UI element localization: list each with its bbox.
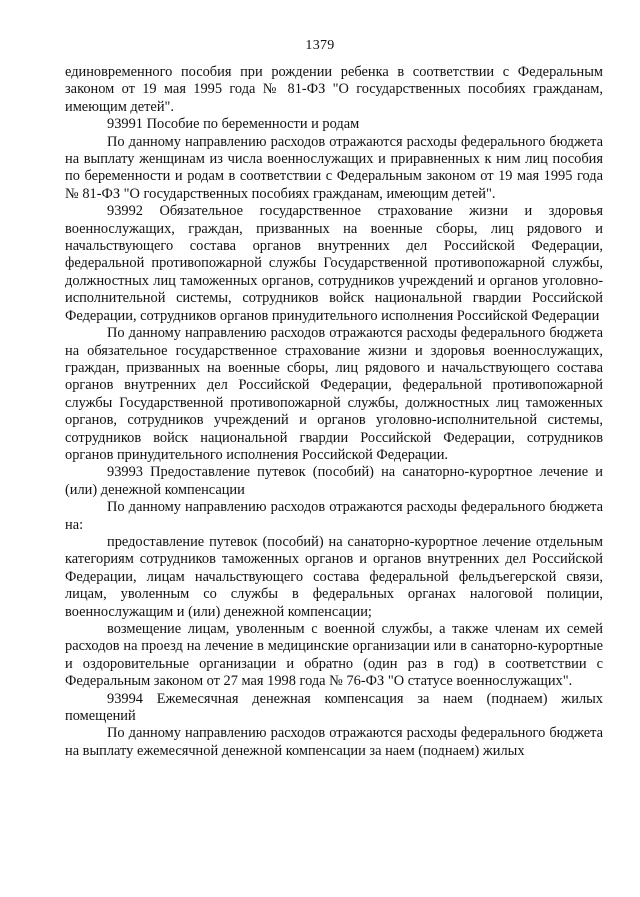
section-heading-93991: 93991 Пособие по беременности и родам (107, 116, 360, 133)
list-item-reimbursement: возмещение лицам, уволенным с военной службы, а также членам их семей расходов на проезд на лечение в медицинские организации или в санаторно-курортные и оздоровительные организации и обратно (один раз в год) в соответствии с Федеральным законом от 27 мая 1998 года № 76-ФЗ "О статусе военнослужащих". (65, 621, 603, 690)
paragraph-93993-intro: По данному направлению расходов отражаются расходы федерального бюджета на: (65, 499, 603, 533)
section-heading-93993: 93993 Предоставление путевок (пособий) на санаторно-курортное лечение и (или) денежной компенсации (65, 464, 603, 498)
paragraph-continuation: единовременного пособия при рождении ребенка в соответствии с Федеральным законом от 19 мая 1995 года № 81-ФЗ "О государственных пособиях гражданам, имеющим детей". (65, 64, 603, 115)
list-item-vouchers: предоставление путевок (пособий) на санаторно-курортное лечение отдельным категориям сотрудников таможенных органов и органов внутренних дел Российской Федерации, лицам начальствующего состава федеральной фельдъегерской связи, лицам, уволенным со службы в федеральных органах налоговой полиции, военнослужащим и (или) денежной компенсации; (65, 533, 603, 620)
paragraph-93992-description: По данному направлению расходов отражаются расходы федерального бюджета на обязательное государственное страхование жизни и здоровья военнослужащих, граждан, призванных на военные сборы, лиц рядового и начальствующего состава органов внутренних дел Российской Федерации, федеральной противопожарной службы Государственной противопожарной службы, должностных лиц таможенных органов, сотрудников учреждений и органов уголовно-исполнительной системы, сотрудников войск национальной гвардии Российской Федерации, сотрудников органов принудительного исполнения Российской Федерации. (65, 325, 603, 463)
section-heading-93994: 93994 Ежемесячная денежная компенсация за наем (поднаем) жилых помещений (65, 690, 603, 725)
paragraph-93991-description: По данному направлению расходов отражаются расходы федерального бюджета на выплату женщинам из числа военнослужащих и приравненных к ним лиц пособия по беременности и родам в соответствии с Федеральным законом от 19 мая 1995 года № 81-ФЗ "О государственных пособиях гражданам, имеющим детей". (65, 133, 603, 202)
section-heading-93992: 93992 Обязательное государственное страхование жизни и здоровья военнослужащих, граждан, призванных на военные сборы, лиц рядового и начальствующего состава органов внутренних дел Российской Федерации, федеральной противопожарной службы Государственной противопожарной службы, должностных лиц таможенных органов, сотрудников учреждений и органов уголовно-исполнительной системы, сотрудников войск национальной гвардии Российской Федерации, сотрудников органов принудительного исполнения Российской Федерации (65, 203, 603, 324)
document-body (65, 64, 603, 760)
page-number: 1379 (305, 38, 335, 53)
paragraph-93994-description: По данному направлению расходов отражаются расходы федерального бюджета на выплату ежемесячной денежной компенсации за наем (поднаем) жилых (65, 725, 603, 759)
